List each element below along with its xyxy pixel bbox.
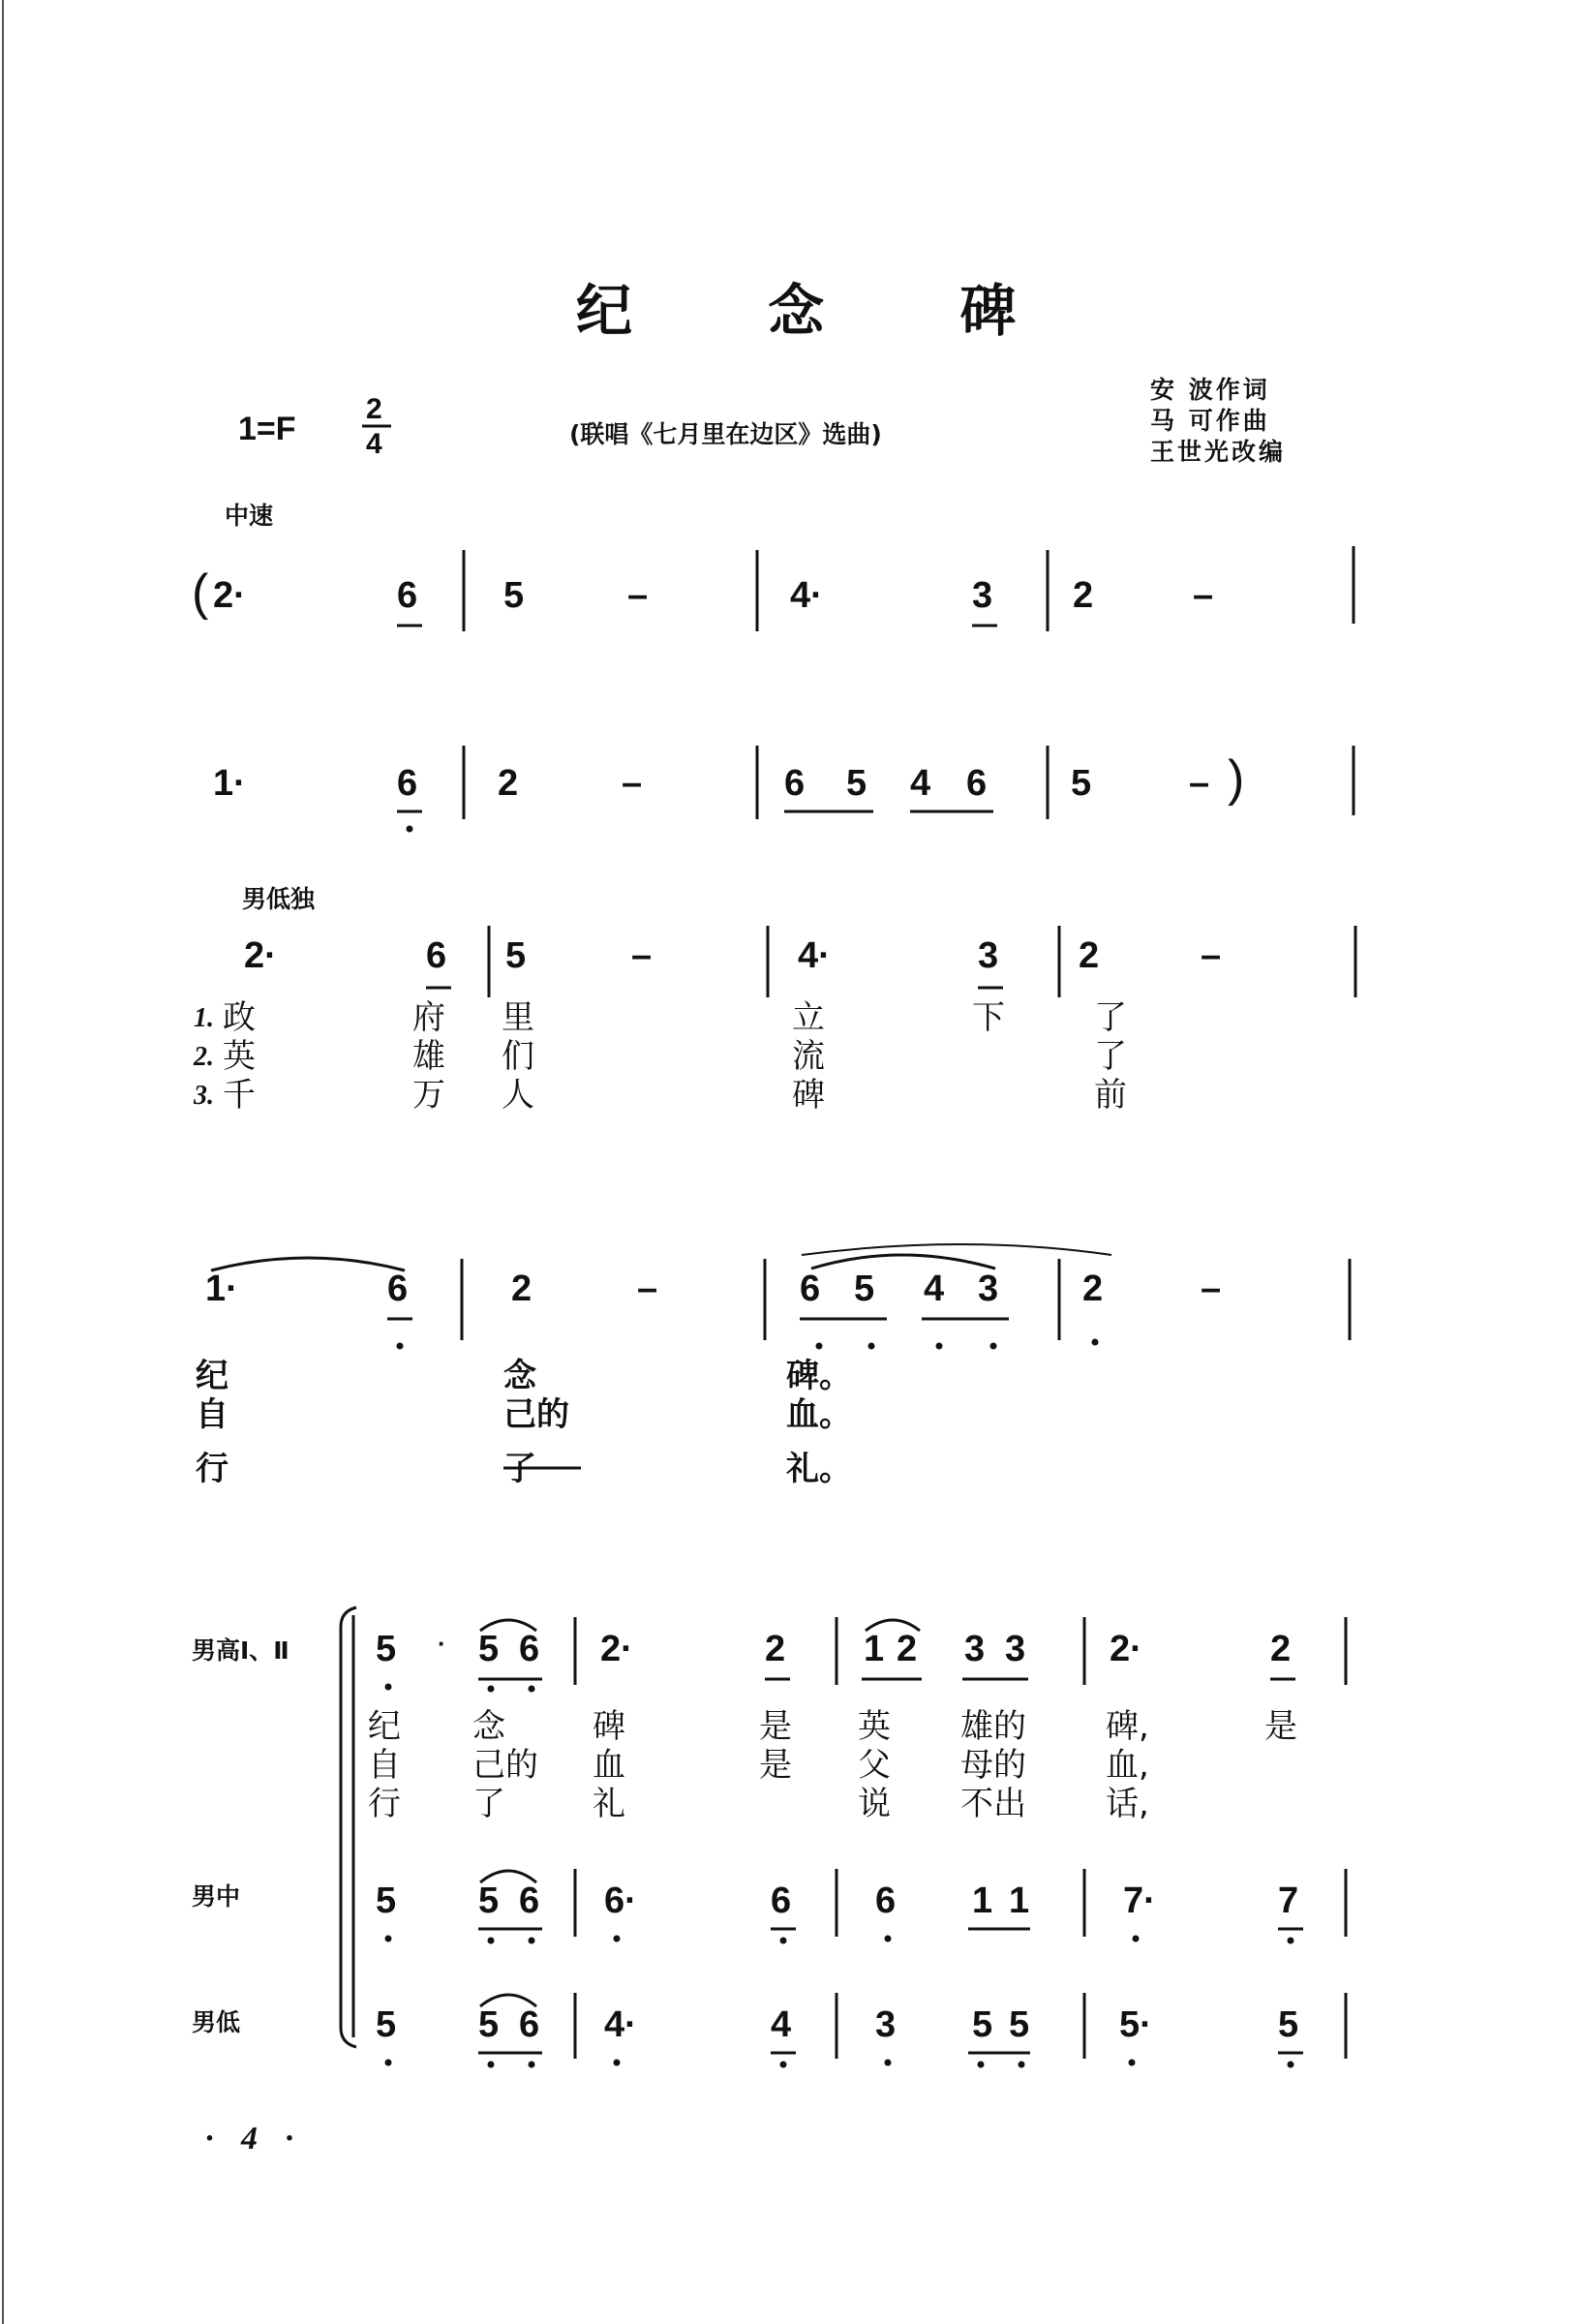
lyric: 血, [1106,1746,1149,1785]
solo-note: 4 [924,1269,945,1309]
intro-note: – [622,763,643,804]
lyric: 了 [472,1785,505,1823]
intro-note: 2 [498,763,519,804]
intro-note: – [1189,763,1210,804]
lyric: 父 [858,1746,891,1785]
baritone-note: 7· [1123,1881,1156,1921]
lyric: 己的 [472,1746,538,1785]
solo-note: 3 [978,935,999,976]
verse-number: 1. [194,1003,214,1033]
slur [802,1244,1111,1255]
lyric: 血 [593,1746,625,1785]
lyric: 己的 [503,1395,569,1434]
lyric: 行 [368,1785,401,1823]
lyric: 母的 [960,1746,1026,1785]
tenor-note: 3 [1005,1629,1026,1669]
lyric: 了 [1094,998,1127,1037]
octave-dots [397,1339,1099,1350]
bass-note: 6 [519,2004,540,2045]
baritone-note: 1 [972,1881,993,1921]
baritone-note: 5 [376,1881,397,1921]
song-title: 纪 念 碑 [576,278,1075,344]
intro-open-paren: ( [192,565,209,621]
tenor-note: 6 [519,1629,540,1669]
intro-note: 4 [910,763,931,804]
intro-note: 5 [503,575,525,616]
lyric: 万 [412,1076,445,1115]
solo-note: – [1201,1269,1222,1309]
lyric: 们 [502,1037,534,1076]
tenor-note: 2 [1270,1629,1292,1669]
baritone-barlines [575,1869,1346,1937]
lyric: 前 [1094,1076,1127,1115]
baritone-note: 7 [1278,1881,1299,1921]
baritone-note: 6 [771,1881,792,1921]
part-label-baritone: 男中 [192,1882,241,1911]
time-signature-bottom: 4 [366,428,382,460]
baritone-note: 5 [478,1881,500,1921]
credit-composer: 马 可作曲 [1150,407,1270,435]
lyric: 碑。 [786,1357,852,1395]
lyric: 礼。 [786,1450,852,1488]
solo-note: 3 [978,1269,999,1309]
lyric: 府 [412,998,445,1037]
lyric: 纪 [368,1707,401,1746]
time-signature-top: 2 [366,393,382,425]
intro-note: 5 [1071,763,1092,804]
solo-note: – [1201,935,1222,976]
intro-note: 1· [213,763,246,804]
baritone-note: 6 [519,1881,540,1921]
baritone-octave-dots [385,1936,1294,1944]
tenor-note: 2 [765,1629,786,1669]
solo-note: 1· [205,1269,238,1309]
part-label-bass: 男低 [192,2008,241,2036]
lyric: 是 [759,1746,792,1785]
solo-note: – [637,1269,658,1309]
bass-note: 5 [478,2004,500,2045]
solo-label: 男低独 [242,885,316,913]
intro-barlines-2 [464,746,1354,819]
lyric: 千 [223,1076,256,1115]
intro-note: 2 [1073,575,1094,616]
solo-note: 2 [1079,935,1100,976]
tenor-octave-dots [385,1684,535,1693]
lyric: 雄的 [960,1707,1026,1746]
tenor-note: 2 [897,1629,918,1669]
verse-number: 3. [194,1081,214,1111]
intro-note: – [1193,575,1214,616]
slur [211,1258,405,1270]
solo-note: 6 [387,1269,409,1309]
baritone-note: 1 [1009,1881,1030,1921]
intro-note: 6 [397,575,418,616]
tenor-note: · [438,1629,446,1658]
slur [480,1871,536,1882]
solo-note: 5 [505,935,527,976]
bass-note: 3 [875,2004,897,2045]
baritone-note: 6· [604,1881,637,1921]
lyric: 碑 [792,1076,825,1115]
lyric: 纪 [196,1357,228,1395]
baritone-note: 6 [875,1881,897,1921]
tenor-note: 5 [478,1629,500,1669]
credit-arranger: 王世光改编 [1150,438,1287,466]
intro-note: 4· [790,575,823,616]
lyric: 碑 [593,1707,625,1746]
tenor-note: 2· [1110,1629,1142,1669]
solo-barlines-2 [462,1259,1350,1340]
intro-close-paren: ) [1228,750,1245,807]
solo-note: 2 [511,1269,532,1309]
lyric: 说 [858,1785,891,1823]
bass-note: 5 [376,2004,397,2045]
slur [811,1255,995,1269]
solo-note: 6 [800,1269,821,1309]
lyric: 英 [223,1037,256,1076]
bass-note: 5· [1119,2004,1152,2045]
lyric: 念 [472,1707,505,1746]
verse-number: 2. [194,1042,214,1072]
intro-note: 5 [846,763,867,804]
slur [866,1620,920,1631]
lyric: 话, [1106,1785,1149,1823]
solo-note: 6 [426,935,447,976]
solo-barlines-1 [489,926,1355,997]
intro-note: 6 [784,763,806,804]
intro-note: – [627,575,649,616]
slur [480,1995,536,2006]
credit-lyricist: 安 波作词 [1150,376,1270,404]
subtitle: (联唱《七月里在边区》选曲) [569,420,882,448]
lyric: 碑, [1106,1707,1149,1746]
lyric: 是 [759,1707,792,1746]
bass-note: 5 [1009,2004,1030,2045]
tenor-note: 1 [864,1629,885,1669]
lyric: 流 [792,1037,825,1076]
slur [480,1620,536,1631]
tenor-note: 2· [600,1629,633,1669]
page-number: · 4 · [205,2121,303,2156]
tempo-marking: 中速 [225,502,274,530]
intro-note: 2· [213,575,246,616]
intro-note: 3 [972,575,993,616]
solo-note: 2 [1082,1269,1104,1309]
lyric: 血。 [786,1395,852,1434]
octave-dot [407,826,413,833]
lyric: 政 [223,998,256,1037]
intro-barlines-1 [464,546,1354,631]
solo-note: 5 [854,1269,875,1309]
part-label-tenor: 男高Ⅰ、Ⅱ [192,1636,289,1665]
solo-underlines-2 [387,1319,1009,1468]
lyric: 下 [972,998,1005,1037]
key-signature: 1=F [238,411,296,447]
lyric: 人 [502,1076,534,1115]
lyric: 礼 [593,1785,625,1823]
lyric: 雄 [412,1037,445,1076]
lyric: 是 [1264,1707,1297,1746]
lyric: 了 [1094,1037,1127,1076]
bass-barlines [575,1993,1346,2059]
tenor-note: 3 [964,1629,986,1669]
lyric: 英 [858,1707,891,1746]
solo-note: – [631,935,653,976]
solo-note: 2· [244,935,277,976]
intro-note: 6 [966,763,988,804]
bass-octave-dots [385,2060,1294,2068]
tenor-barlines [575,1617,1346,1685]
intro-note: 6 [397,763,418,804]
bass-note: 5 [1278,2004,1299,2045]
tenor-note: 5 [376,1629,397,1669]
lyric: 自 [196,1395,228,1434]
lyric: 了 [503,1450,536,1488]
lyric: 里 [502,998,534,1037]
lyric: 立 [792,998,825,1037]
solo-note: 4· [798,935,831,976]
bass-note: 4 [771,2004,792,2045]
lyric: 念 [503,1357,536,1395]
lyric: 行 [196,1450,228,1488]
lyric: 自 [368,1746,401,1785]
bass-note: 4· [604,2004,637,2045]
bass-note: 5 [972,2004,993,2045]
lyric: 不出 [960,1785,1026,1823]
